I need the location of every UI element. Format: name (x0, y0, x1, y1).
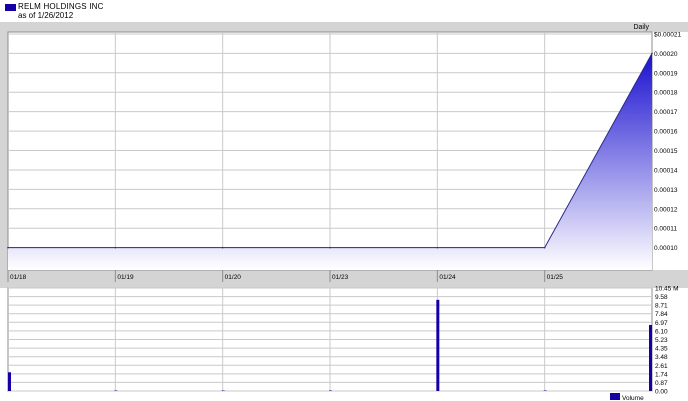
xtick-label: 01/20 (224, 274, 241, 281)
price-point (437, 247, 439, 249)
price-point (651, 53, 653, 55)
price-ytick-label: 0.00013 (654, 186, 678, 194)
price-ytick-label: 0.00014 (654, 167, 678, 175)
chart-date: as of 1/26/2012 (18, 11, 74, 20)
volume-ytick-label: 0.87 (655, 379, 668, 387)
price-ytick-label: 0.00020 (654, 50, 678, 58)
volume-legend-label: Volume (622, 395, 644, 401)
panel-header-bar (0, 22, 688, 32)
price-ytick-label: 0.00010 (654, 245, 678, 253)
volume-ytick-label: 0.00 (655, 388, 668, 396)
price-point (115, 247, 117, 249)
price-point (222, 247, 224, 249)
price-ytick-label: 0.00018 (654, 89, 678, 97)
volume-ytick-label: 2.61 (655, 362, 668, 370)
volume-ytick-label: 5.23 (655, 336, 668, 344)
volume-bar (649, 325, 652, 391)
xtick-label: 01/23 (332, 274, 349, 281)
xtick-label: 01/18 (10, 274, 27, 281)
volume-bar (8, 372, 11, 391)
chart-title: RELM HOLDINGS INC (18, 2, 104, 11)
volume-legend-swatch (610, 393, 620, 400)
volume-ytick-label: 8.71 (655, 302, 668, 310)
period-label: Daily (633, 24, 649, 31)
volume-ytick-label: 3.48 (655, 354, 668, 362)
price-ytick-label: $0.00021 (654, 31, 682, 39)
xtick-label: 01/19 (117, 274, 134, 281)
panel-left-edge (0, 22, 8, 288)
xtick-label: 01/24 (439, 274, 456, 281)
price-point (329, 247, 331, 249)
volume-ytick-label: 10.45 M (655, 285, 679, 293)
price-point (544, 247, 546, 249)
price-ytick-label: 0.00019 (654, 70, 678, 78)
price-point (7, 247, 9, 249)
price-ytick-label: 0.00011 (654, 225, 678, 233)
volume-bar (436, 300, 439, 391)
volume-ytick-label: 9.58 (655, 294, 668, 302)
volume-ytick-label: 6.10 (655, 328, 668, 336)
price-ytick-label: 0.00015 (654, 148, 678, 156)
volume-ytick-label: 1.74 (655, 371, 668, 379)
xtick-label: 01/25 (546, 274, 563, 281)
price-ytick-label: 0.00017 (654, 109, 678, 117)
volume-ytick-label: 4.35 (655, 345, 668, 353)
price-ytick-label: 0.00016 (654, 128, 678, 136)
volume-ytick-label: 7.84 (655, 311, 668, 319)
volume-ytick-label: 6.97 (655, 319, 668, 327)
price-ytick-label: 0.00012 (654, 206, 678, 214)
